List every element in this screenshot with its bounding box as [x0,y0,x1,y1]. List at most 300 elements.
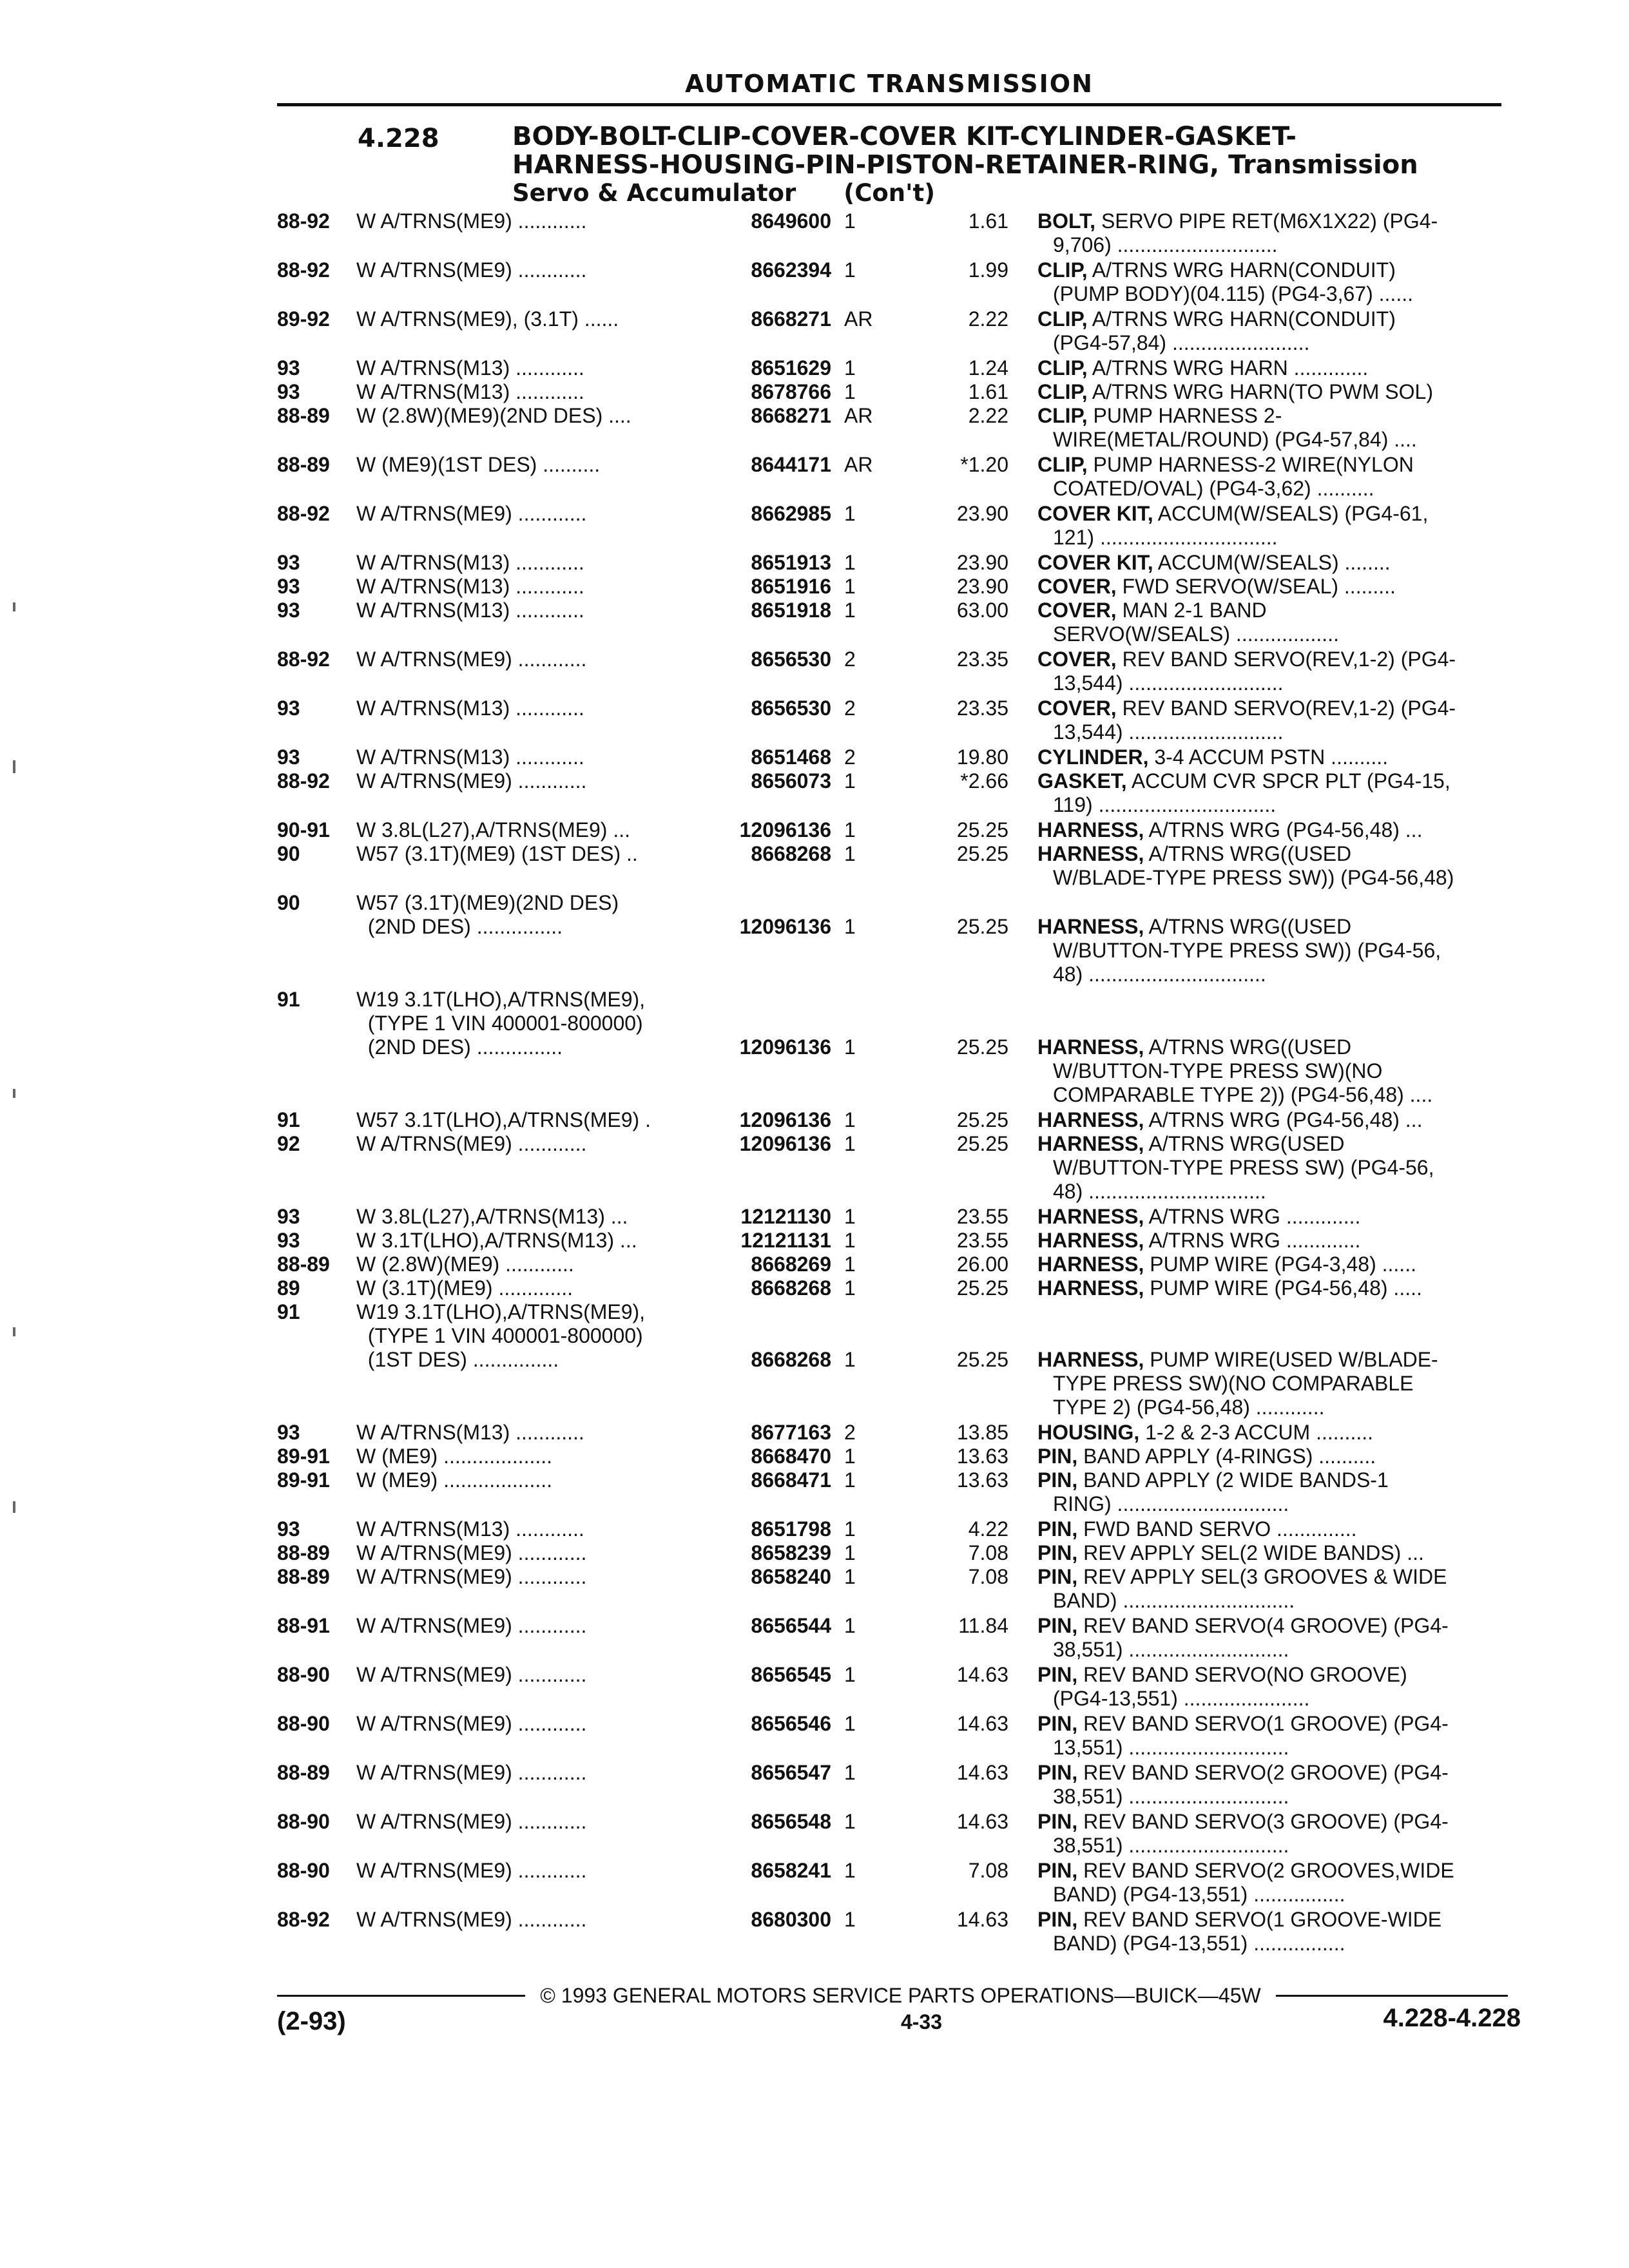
part-name: CLIP, [1037,307,1088,331]
part-detail: 48) ............................... [1053,1180,1266,1203]
year-cell: 90 [277,891,300,914]
part-number-cell: 8658239 [751,1541,831,1564]
part-detail: A/TRNS WRG HARN(TO PWM SOL) [1087,380,1433,403]
description-cell [1037,818,1508,842]
part-name: PIN, [1037,1761,1078,1784]
part-detail: 38,551) ............................ [1053,1834,1289,1857]
description-cell [1037,939,1523,963]
scan-margin-mark [13,1089,15,1098]
part-number-cell: 8656073 [751,769,831,793]
section-number: 4.228 [358,124,439,153]
description-cell [1037,1761,1508,1785]
year-cell: 88-89 [277,1761,330,1784]
year-cell: 89-91 [277,1445,330,1468]
table-row [0,1663,1629,1711]
part-detail: 48) ............................... [1053,963,1266,986]
price-cell: 25.25 [956,915,1008,938]
description-cell [1037,1736,1523,1760]
year-cell: 88-92 [277,502,330,525]
part-number-cell: 8658241 [751,1859,831,1882]
table-row [0,380,1629,404]
price-cell: 26.00 [956,1253,1008,1276]
part-name: COVER, [1037,648,1117,671]
price-cell: 2.22 [968,404,1008,427]
description-cell [1037,453,1508,477]
part-number-cell: 8651918 [751,599,831,622]
description-cell [1037,1565,1508,1589]
description-cell [1037,1445,1508,1468]
application-cell: W A/TRNS(ME9) ............ [356,1663,587,1686]
part-name: HARNESS, [1037,1229,1144,1252]
application-cell: W57 (3.1T)(ME9)(2ND DES) [356,891,619,914]
application-cell: W A/TRNS(ME9) ............ [356,1565,587,1588]
description-cell [1037,599,1508,622]
quantity-cell: 1 [844,1468,856,1492]
part-detail: A/TRNS WRG (PG4-56,48) ... [1144,1108,1423,1131]
part-number-cell: 8649600 [751,209,831,233]
part-detail: WIRE(METAL/ROUND) (PG4-57,84) .... [1053,428,1417,451]
description-cell [1037,1541,1508,1565]
description-cell [1037,209,1508,233]
part-name: PIN, [1037,1565,1078,1588]
price-cell: 25.25 [956,1132,1008,1155]
quantity-cell: 1 [844,1108,856,1131]
quantity-cell: AR [844,307,873,331]
part-detail: W/BUTTON-TYPE PRESS SW)) (PG4-56, [1053,939,1441,962]
description-cell [1037,866,1523,890]
table-row [0,769,1629,817]
part-name: PIN, [1037,1712,1078,1735]
table-row [0,404,1629,452]
description-cell [1037,307,1508,331]
part-detail: BAND) (PG4-13,551) ................ [1053,1932,1345,1955]
quantity-cell: 1 [844,769,856,793]
description-cell [1037,745,1508,769]
quantity-cell: 1 [844,1810,856,1833]
part-number-cell: 12121130 [740,1205,831,1228]
part-name: PIN, [1037,1468,1078,1492]
application-cell: W 3.8L(L27),A/TRNS(M13) ... [356,1205,628,1228]
description-cell [1037,1396,1523,1419]
description-cell [1037,1492,1523,1516]
price-cell: 19.80 [956,745,1008,769]
description-cell [1037,793,1523,817]
application-cell: W A/TRNS(M13) ............ [356,380,584,403]
description-cell [1037,1180,1523,1204]
description-cell [1037,1421,1508,1445]
year-cell: 90 [277,842,300,865]
part-number-cell: 8656530 [751,648,831,671]
year-cell: 88-89 [277,1253,330,1276]
application-cell: W (ME9) ................... [356,1468,553,1492]
part-number-cell: 12121131 [740,1229,831,1252]
year-cell: 93 [277,1229,300,1252]
part-name: PIN, [1037,1614,1078,1637]
description-cell [1037,1276,1508,1300]
part-detail: 13,544) ........................... [1053,720,1284,744]
price-cell: 23.90 [956,575,1008,598]
year-cell: 88-92 [277,258,330,282]
part-number-cell: 8677163 [751,1421,831,1444]
application-cell: W 3.8L(L27),A/TRNS(ME9) ... [356,818,630,841]
description-cell [1037,331,1523,355]
year-cell: 88-89 [277,1541,330,1564]
part-number-cell: 12096136 [739,1108,831,1131]
part-number-cell: 8668268 [751,1276,831,1300]
application-cell: W A/TRNS(M13) ............ [356,1517,584,1541]
year-cell: 88-90 [277,1663,330,1686]
table-row [0,988,1629,1106]
part-name: COVER, [1037,599,1117,622]
price-cell: 1.61 [968,380,1008,403]
quantity-cell: 2 [844,648,856,671]
description-cell [1037,1253,1508,1276]
description-cell [1037,1156,1523,1180]
part-name: CYLINDER, [1037,745,1149,769]
year-cell: 93 [277,1205,300,1228]
part-detail: BAND APPLY (4-RINGS) .......... [1077,1445,1376,1468]
year-cell: 88-91 [277,1614,330,1637]
description-cell [1037,1517,1508,1541]
application-cell: W 3.1T(LHO),A/TRNS(M13) ... [356,1229,637,1252]
year-cell: 88-92 [277,1908,330,1931]
table-row [0,453,1629,501]
quantity-cell: 1 [844,356,856,380]
description-cell [1037,915,1508,939]
section-title-line-1: BODY-BOLT-CLIP-COVER-COVER KIT-CYLINDER-GASKET- [512,122,1296,151]
part-detail: RING) .............................. [1053,1492,1289,1515]
part-name: HARNESS, [1037,915,1144,938]
application-cell: W A/TRNS(ME9) ............ [356,648,587,671]
table-row [0,1205,1629,1229]
part-number-cell: 8656530 [751,697,831,720]
application-cell: W A/TRNS(ME9) ............ [356,769,587,793]
description-cell [1037,1035,1508,1059]
table-row [0,1517,1629,1541]
year-cell: 88-90 [277,1712,330,1735]
price-cell: 23.35 [956,648,1008,671]
part-detail: (PG4-57,84) ........................ [1053,331,1310,354]
description-cell [1037,1785,1523,1809]
quantity-cell: 1 [844,1205,856,1228]
quantity-cell: 2 [844,1421,856,1444]
table-row [0,1253,1629,1276]
year-cell: 93 [277,380,300,403]
price-cell: 14.63 [956,1810,1008,1833]
table-row [0,1614,1629,1662]
price-cell: 1.61 [968,209,1008,233]
year-cell: 88-92 [277,769,330,793]
footer-date: (2-93) [277,2007,346,2035]
footer-rule-left [277,1995,525,1997]
description-cell [1037,575,1508,599]
quantity-cell: 1 [844,502,856,525]
quantity-cell: 1 [844,1517,856,1541]
part-name: GASKET, [1037,769,1127,793]
quantity-cell: 1 [844,1712,856,1735]
quantity-cell: 1 [844,1908,856,1931]
quantity-cell: 1 [844,1253,856,1276]
year-cell: 91 [277,1108,300,1131]
table-row [0,1300,1629,1419]
year-cell: 93 [277,697,300,720]
part-number-cell: 8662985 [751,502,831,525]
part-number-cell: 8668271 [751,307,831,331]
part-name: PIN, [1037,1810,1078,1833]
part-detail: W/BLADE-TYPE PRESS SW)) (PG4-56,48) [1053,866,1454,889]
price-cell: 7.08 [968,1541,1008,1564]
description-cell [1037,1372,1523,1396]
year-cell: 90-91 [277,818,330,841]
part-name: CLIP, [1037,356,1088,380]
part-detail: REV APPLY SEL(2 WIDE BANDS) ... [1077,1541,1424,1564]
year-cell: 88-90 [277,1859,330,1882]
quantity-cell: 2 [844,697,856,720]
description-cell [1037,1663,1508,1687]
part-number-cell: 8658240 [751,1565,831,1588]
part-detail: FWD SERVO(W/SEAL) ......... [1116,575,1396,598]
part-detail: 119) ............................... [1053,793,1277,816]
part-number-cell: 8656548 [751,1810,831,1833]
part-name: HARNESS, [1037,1108,1144,1131]
description-cell [1037,622,1523,646]
year-cell: 88-89 [277,404,330,427]
scan-margin-mark [13,602,15,611]
description-cell [1037,1883,1523,1907]
description-cell [1037,428,1523,452]
price-cell: 1.24 [968,356,1008,380]
part-name: HARNESS, [1037,842,1144,865]
description-cell [1037,404,1508,428]
part-name: COVER, [1037,575,1117,598]
application-cell: W57 (3.1T)(ME9) (1ST DES) .. [356,842,638,865]
application-cell: (2ND DES) ............... [356,915,563,938]
price-cell: 23.35 [956,697,1008,720]
price-cell: 2.22 [968,307,1008,331]
part-number-cell: 8651916 [751,575,831,598]
table-row [0,1859,1629,1907]
price-cell: 13.63 [956,1468,1008,1492]
part-detail: PUMP WIRE(USED W/BLADE- [1144,1348,1438,1371]
year-cell: 89-92 [277,307,330,331]
quantity-cell: AR [844,404,873,427]
application-cell: W A/TRNS(ME9) ............ [356,502,587,525]
part-number-cell: 8651468 [751,745,831,769]
price-cell: 63.00 [956,599,1008,622]
part-number-cell: 12096136 [739,915,831,938]
description-cell [1037,1687,1523,1711]
part-name: HOUSING, [1037,1421,1140,1444]
description-cell [1037,720,1523,744]
description-cell [1037,380,1508,404]
description-cell [1037,963,1523,986]
price-cell: 23.90 [956,502,1008,525]
part-number-cell: 8656544 [751,1614,831,1637]
application-cell: W (ME9)(1ST DES) .......... [356,453,601,476]
part-name: CLIP, [1037,453,1088,476]
application-cell: W A/TRNS(M13) ............ [356,1421,584,1444]
year-cell: 93 [277,551,300,574]
description-cell [1037,356,1508,380]
part-number-cell: 8656545 [751,1663,831,1686]
application-cell: W A/TRNS(M13) ............ [356,575,584,598]
price-cell: 25.25 [956,1276,1008,1300]
application-cell: W A/TRNS(ME9) ............ [356,1132,587,1155]
table-row [0,648,1629,695]
part-detail: 9,706) ............................ [1053,233,1278,256]
price-cell: 25.25 [956,1108,1008,1131]
part-number-cell: 8644171 [751,453,831,476]
quantity-cell: 1 [844,1859,856,1882]
price-cell: 1.99 [968,258,1008,282]
application-cell: W A/TRNS(ME9) ............ [356,209,587,233]
description-cell [1037,842,1508,866]
table-row [0,356,1629,380]
year-cell: 92 [277,1132,300,1155]
description-cell [1037,1932,1523,1956]
quantity-cell: 1 [844,1035,856,1059]
part-detail: PUMP WIRE (PG4-56,48) ..... [1144,1276,1422,1300]
footer-section-range: 4.228-4.228 [1383,2004,1521,2032]
part-detail: A/TRNS WRG ............. [1144,1205,1361,1228]
description-cell [1037,1859,1508,1883]
part-number-cell: 8668271 [751,404,831,427]
table-row [0,209,1629,257]
price-cell: 25.25 [956,1348,1008,1371]
price-cell: 14.63 [956,1712,1008,1735]
part-name: COVER KIT, [1037,502,1153,525]
part-detail: ACCUM(W/SEALS) (PG4-61, [1153,502,1429,525]
description-cell [1037,502,1508,526]
description-cell [1037,1638,1523,1662]
part-detail: A/TRNS WRG((USED [1144,1035,1352,1059]
table-row [0,1132,1629,1204]
description-cell [1037,258,1508,282]
application-cell: (TYPE 1 VIN 400001-800000) [356,1324,643,1347]
application-cell: W (2.8W)(ME9) ............ [356,1253,574,1276]
scan-margin-mark [13,1327,15,1336]
price-cell: 13.85 [956,1421,1008,1444]
year-cell: 88-89 [277,1565,330,1588]
table-row [0,891,1629,986]
description-cell [1037,1132,1508,1156]
year-cell: 93 [277,1421,300,1444]
quantity-cell: 1 [844,915,856,938]
description-cell [1037,1589,1523,1613]
part-number-cell: 12096136 [739,1132,831,1155]
year-cell: 88-89 [277,453,330,476]
table-row [0,1276,1629,1300]
price-cell: 25.25 [956,842,1008,865]
part-detail: 3-4 ACCUM PSTN .......... [1148,745,1389,769]
quantity-cell: 1 [844,1276,856,1300]
table-row [0,502,1629,550]
description-cell [1037,671,1523,695]
price-cell: 7.08 [968,1565,1008,1588]
application-cell: W (ME9) ................... [356,1445,553,1468]
description-cell [1037,477,1523,501]
table-row [0,575,1629,599]
table-row [0,1229,1629,1253]
price-cell: 23.55 [956,1229,1008,1252]
application-cell: W A/TRNS(M13) ............ [356,356,584,380]
part-detail: FWD BAND SERVO .............. [1077,1517,1357,1541]
quantity-cell: 1 [844,575,856,598]
application-cell: W19 3.1T(LHO),A/TRNS(ME9), [356,988,646,1011]
part-number-cell: 8656546 [751,1712,831,1735]
year-cell: 89-91 [277,1468,330,1492]
application-cell: W (2.8W)(ME9)(2ND DES) .... [356,404,631,427]
part-detail: COATED/OVAL) (PG4-3,62) .......... [1053,477,1374,500]
application-cell: W A/TRNS(ME9) ............ [356,1859,587,1882]
part-name: CLIP, [1037,258,1088,282]
scan-margin-mark [13,1501,15,1513]
application-cell: W A/TRNS(ME9) ............ [356,258,587,282]
description-cell [1037,526,1523,550]
quantity-cell: AR [844,453,873,476]
quantity-cell: 1 [844,842,856,865]
footer-copyright: © 1993 GENERAL MOTORS SERVICE PARTS OPERATIONS—BUICK—45W [540,1984,1261,2007]
price-cell: 25.25 [956,818,1008,841]
part-number-cell: 8651629 [751,356,831,380]
price-cell: 11.84 [958,1614,1008,1637]
application-cell: (TYPE 1 VIN 400001-800000) [356,1012,643,1035]
part-detail: REV BAND SERVO(REV,1-2) (PG4- [1116,648,1456,671]
part-detail: REV BAND SERVO(REV,1-2) (PG4- [1116,697,1456,720]
part-detail: BAND) (PG4-13,551) ................ [1053,1883,1345,1906]
description-cell [1037,1108,1508,1132]
quantity-cell: 2 [844,745,856,769]
part-number-cell: 8668268 [751,1348,831,1371]
part-detail: A/TRNS WRG HARN(CONDUIT) [1087,258,1396,282]
part-detail: A/TRNS WRG HARN(CONDUIT) [1087,307,1396,331]
application-cell: W A/TRNS(ME9) ............ [356,1541,587,1564]
table-row [0,1565,1629,1613]
description-cell [1037,1908,1508,1932]
year-cell: 89 [277,1276,300,1300]
quantity-cell: 1 [844,258,856,282]
description-cell [1037,1834,1523,1858]
description-cell [1037,1205,1508,1229]
part-detail: REV APPLY SEL(3 GROOVES & WIDE [1077,1565,1447,1588]
year-cell: 88-92 [277,648,330,671]
part-detail: W/BUTTON-TYPE PRESS SW) (PG4-56, [1053,1156,1434,1179]
table-row [0,1445,1629,1468]
part-detail: 13,551) ............................ [1053,1736,1289,1759]
application-cell: W A/TRNS(M13) ............ [356,697,584,720]
price-cell: 14.63 [956,1908,1008,1931]
table-row [0,818,1629,842]
part-number-cell: 8668268 [751,842,831,865]
part-detail: 38,551) ............................ [1053,1785,1289,1808]
section-subtitle: Servo & Accumulator [512,179,796,207]
scan-margin-mark [13,760,15,773]
part-detail: REV BAND SERVO(4 GROOVE) (PG4- [1077,1614,1449,1637]
part-detail: PUMP WIRE (PG4-3,48) ...... [1144,1253,1416,1276]
part-detail: PUMP HARNESS-2 WIRE(NYLON [1087,453,1414,476]
part-number-cell: 8656547 [751,1761,831,1784]
part-number-cell: 8678766 [751,380,831,403]
part-number-cell: 8651913 [751,551,831,574]
description-cell [1037,1614,1508,1638]
description-cell [1037,282,1523,306]
description-cell [1037,1468,1508,1492]
part-detail: ACCUM CVR SPCR PLT (PG4-15, [1126,769,1451,793]
part-name: BOLT, [1037,209,1096,233]
part-detail: 121) ............................... [1053,526,1278,549]
part-detail: W/BUTTON-TYPE PRESS SW)(NO [1053,1059,1383,1082]
part-detail: MAN 2-1 BAND [1116,599,1267,622]
